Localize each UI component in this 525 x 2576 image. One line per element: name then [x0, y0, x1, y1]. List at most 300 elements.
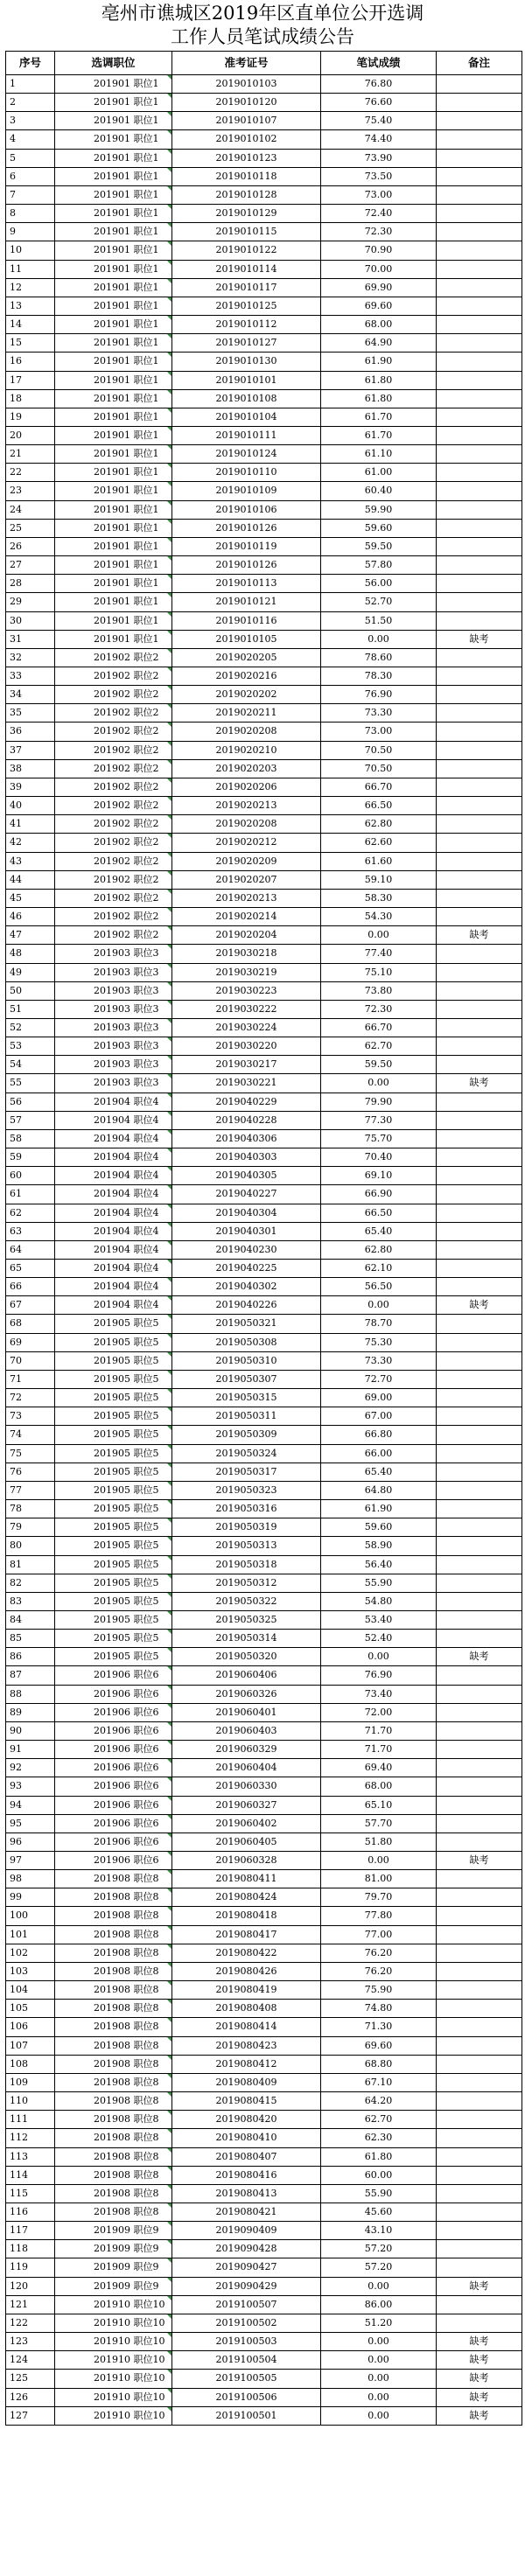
row-job [55, 667, 172, 686]
title-line-1: 亳州市谯城区2019年区直单位公开选调 [101, 3, 424, 24]
row-job-code: 201908 [94, 2132, 130, 2144]
row-note: 缺考 [437, 926, 522, 945]
row-job-code: 201902 [94, 911, 130, 923]
row-exam-number: 2019010126 [172, 556, 321, 575]
row-job-code: 201905 [94, 1595, 130, 1607]
row-exam-number: 2019050319 [172, 1518, 321, 1537]
row-job-title: 职位1 [133, 281, 159, 293]
row-score: 51.50 [321, 611, 437, 630]
row-job-code: 201905 [94, 1613, 130, 1625]
row-exam-number: 2019010115 [172, 223, 321, 241]
row-job-title: 职位4 [133, 1299, 159, 1311]
row-job [55, 723, 172, 741]
row-index: 126 [6, 2388, 55, 2406]
row-note [437, 1666, 522, 1685]
row-job-code: 201904 [94, 1206, 130, 1218]
row-note [437, 1037, 522, 1056]
row-job [55, 834, 172, 852]
row-job-code: 201902 [94, 743, 130, 756]
row-job-title: 职位6 [133, 1798, 159, 1811]
row-job-code: 201908 [94, 1891, 130, 1903]
row-score: 78.60 [321, 648, 437, 667]
row-note [437, 1759, 522, 1777]
row-job-title: 职位5 [133, 1465, 159, 1477]
row-exam-number: 2019010107 [172, 112, 321, 130]
table-row [6, 667, 522, 686]
row-index: 112 [6, 2129, 55, 2147]
row-job-title: 职位8 [133, 2002, 159, 2014]
row-note [437, 1962, 522, 1980]
row-job-title: 职位9 [133, 2261, 159, 2273]
row-index: 12 [6, 278, 55, 297]
row-job-code: 201903 [94, 947, 130, 960]
table-row [6, 2000, 522, 2018]
row-exam-number: 2019020214 [172, 908, 321, 926]
row-score: 70.00 [321, 260, 437, 278]
table-row [6, 94, 522, 112]
row-exam-number: 2019020208 [172, 723, 321, 741]
row-note [437, 852, 522, 870]
row-note [437, 2036, 522, 2055]
row-job [55, 1333, 172, 1351]
row-job [55, 2240, 172, 2258]
row-score: 72.30 [321, 1000, 437, 1018]
row-note [437, 1888, 522, 1907]
row-score: 73.40 [321, 1685, 437, 1703]
row-job-code: 201901 [94, 448, 130, 460]
row-exam-number: 2019040226 [172, 1296, 321, 1315]
row-job [55, 1944, 172, 1962]
row-job-code: 201906 [94, 1687, 130, 1700]
row-index: 5 [6, 149, 55, 167]
row-job-title: 职位1 [133, 337, 159, 349]
row-job [55, 1204, 172, 1222]
row-job-code: 201901 [94, 392, 130, 404]
row-exam-number: 2019080424 [172, 1888, 321, 1907]
row-score: 66.70 [321, 778, 437, 796]
row-exam-number: 2019040227 [172, 1185, 321, 1204]
row-job-code: 201906 [94, 1706, 130, 1718]
row-index: 42 [6, 834, 55, 852]
row-index: 67 [6, 1296, 55, 1315]
row-job [55, 1240, 172, 1259]
row-score: 72.00 [321, 1703, 437, 1721]
row-index: 121 [6, 2295, 55, 2314]
row-exam-number: 2019080413 [172, 2184, 321, 2203]
row-exam-number: 2019010113 [172, 575, 321, 593]
row-job-code: 201908 [94, 2095, 130, 2107]
row-job-title: 职位1 [133, 355, 159, 367]
row-score: 69.10 [321, 1167, 437, 1185]
row-note [437, 1407, 522, 1426]
row-score: 0.00 [321, 1296, 437, 1315]
row-index: 73 [6, 1407, 55, 1426]
row-job [55, 1648, 172, 1666]
row-job [55, 167, 172, 185]
row-note [437, 2222, 522, 2240]
row-job-title: 职位2 [133, 799, 159, 812]
table-row [6, 2314, 522, 2332]
row-index: 62 [6, 1204, 55, 1222]
row-job-title: 职位10 [133, 2298, 165, 2310]
row-score: 74.80 [321, 2000, 437, 2018]
row-exam-number: 2019090409 [172, 2222, 321, 2240]
row-job-title: 职位5 [133, 1558, 159, 1570]
row-exam-number: 2019030217 [172, 1056, 321, 1074]
row-score: 60.00 [321, 2166, 437, 2184]
row-job-code: 201902 [94, 799, 130, 812]
row-index: 68 [6, 1315, 55, 1333]
row-score: 69.90 [321, 278, 437, 297]
row-job-title: 职位8 [133, 2168, 159, 2181]
table-row [6, 500, 522, 519]
row-note [437, 2184, 522, 2203]
row-score: 86.00 [321, 2295, 437, 2314]
row-score: 62.70 [321, 2111, 437, 2129]
table-row [6, 1981, 522, 2000]
row-job [55, 1018, 172, 1037]
row-note: 缺考 [437, 2351, 522, 2370]
row-job-code: 201905 [94, 1428, 130, 1441]
row-note [437, 1426, 522, 1444]
row-note [437, 1148, 522, 1167]
row-score: 0.00 [321, 2277, 437, 2295]
row-index: 90 [6, 1721, 55, 1740]
row-note [437, 1389, 522, 1407]
row-index: 25 [6, 519, 55, 537]
row-index: 120 [6, 2277, 55, 2295]
row-job-title: 职位5 [133, 1372, 159, 1385]
row-score: 75.40 [321, 112, 437, 130]
row-note: 缺考 [437, 1296, 522, 1315]
row-index: 57 [6, 1111, 55, 1129]
row-job-title: 职位2 [133, 891, 159, 904]
row-job-code: 201905 [94, 1354, 130, 1366]
row-index: 105 [6, 2000, 55, 2018]
row-job-title: 职位4 [133, 1095, 159, 1107]
row-index: 81 [6, 1555, 55, 1574]
row-note: 缺考 [437, 2333, 522, 2351]
row-job [55, 1129, 172, 1148]
row-job [55, 1093, 172, 1111]
table-row [6, 908, 522, 926]
row-score: 54.30 [321, 908, 437, 926]
row-job-code: 201901 [94, 337, 130, 349]
row-note [437, 241, 522, 260]
row-score: 45.60 [321, 2203, 437, 2221]
row-index: 122 [6, 2314, 55, 2332]
row-note [437, 445, 522, 464]
row-job-code: 201906 [94, 1669, 130, 1681]
row-job-title: 职位8 [133, 1984, 159, 1996]
row-exam-number: 2019020203 [172, 759, 321, 778]
row-index: 3 [6, 112, 55, 130]
row-score: 75.10 [321, 963, 437, 981]
table-row [6, 185, 522, 204]
row-note [437, 1111, 522, 1129]
row-score: 69.60 [321, 2036, 437, 2055]
row-score: 69.00 [321, 1389, 437, 1407]
row-exam-number: 2019050314 [172, 1630, 321, 1648]
table-row [6, 1278, 522, 1296]
table-row [6, 1426, 522, 1444]
row-job-code: 201903 [94, 984, 130, 996]
row-job-code: 201901 [94, 540, 130, 552]
table-row [6, 2258, 522, 2277]
row-exam-number: 2019050320 [172, 1648, 321, 1666]
row-index: 49 [6, 963, 55, 981]
row-job-code: 201906 [94, 1798, 130, 1811]
row-score: 61.90 [321, 353, 437, 371]
row-index: 104 [6, 1981, 55, 2000]
row-note [437, 1185, 522, 1204]
row-note: 缺考 [437, 2277, 522, 2295]
row-job-title: 职位4 [133, 1151, 159, 1163]
row-job-code: 201901 [94, 188, 130, 200]
row-score: 66.70 [321, 1018, 437, 1037]
row-job-code: 201910 [94, 2335, 130, 2348]
row-exam-number: 2019060402 [172, 1814, 321, 1833]
row-exam-number: 2019030220 [172, 1037, 321, 1056]
table-row [6, 1925, 522, 1944]
row-job-title: 职位3 [133, 1002, 159, 1015]
table-row [6, 2147, 522, 2166]
row-job-title: 职位2 [133, 707, 159, 719]
row-job [55, 1407, 172, 1426]
row-job [55, 1852, 172, 1870]
row-note [437, 1278, 522, 1296]
row-job [55, 130, 172, 149]
row-job-title: 职位10 [133, 2335, 165, 2348]
row-job-code: 201904 [94, 1243, 130, 1255]
row-score: 61.80 [321, 2147, 437, 2166]
row-job [55, 870, 172, 889]
row-note [437, 686, 522, 704]
row-index: 46 [6, 908, 55, 926]
row-index: 92 [6, 1759, 55, 1777]
row-note [437, 1056, 522, 1074]
row-index: 7 [6, 185, 55, 204]
row-job [55, 630, 172, 648]
row-exam-number: 2019090427 [172, 2258, 321, 2277]
row-job-code: 201906 [94, 1835, 130, 1847]
row-exam-number: 2019050308 [172, 1333, 321, 1351]
row-exam-number: 2019020210 [172, 741, 321, 759]
table-row [6, 945, 522, 963]
row-index: 1 [6, 75, 55, 94]
row-job-code: 201901 [94, 151, 130, 164]
row-job [55, 1518, 172, 1537]
row-index: 2 [6, 94, 55, 112]
row-job [55, 1814, 172, 1833]
row-index: 94 [6, 1796, 55, 1814]
row-job-code: 201908 [94, 2187, 130, 2199]
row-exam-number: 2019060405 [172, 1833, 321, 1851]
row-score: 56.40 [321, 1555, 437, 1574]
table-row [6, 1222, 522, 1240]
row-job-code: 201901 [94, 559, 130, 571]
row-score: 51.20 [321, 2314, 437, 2332]
row-job-title: 职位8 [133, 2205, 159, 2217]
row-score: 77.80 [321, 1907, 437, 1925]
row-job-title: 职位5 [133, 1503, 159, 1515]
row-index: 30 [6, 611, 55, 630]
table-row [6, 1185, 522, 1204]
row-note [437, 1870, 522, 1888]
row-job-title: 职位1 [133, 503, 159, 515]
row-job [55, 537, 172, 555]
table-row [6, 759, 522, 778]
row-score: 76.20 [321, 1944, 437, 1962]
row-job-title: 职位8 [133, 2039, 159, 2051]
row-job [55, 445, 172, 464]
row-score: 43.10 [321, 2222, 437, 2240]
row-index: 103 [6, 1962, 55, 1980]
row-score: 72.70 [321, 1370, 437, 1388]
row-exam-number: 2019090428 [172, 2240, 321, 2258]
row-note [437, 556, 522, 575]
row-exam-number: 2019050317 [172, 1463, 321, 1481]
row-job-code: 201908 [94, 2039, 130, 2051]
row-job-title: 职位3 [133, 1040, 159, 1052]
row-score: 70.40 [321, 1148, 437, 1167]
page-title [0, 0, 525, 51]
row-exam-number: 2019040230 [172, 1240, 321, 1259]
table-row [6, 926, 522, 945]
row-job [55, 908, 172, 926]
row-index: 9 [6, 223, 55, 241]
row-note [437, 2240, 522, 2258]
table-row [6, 1741, 522, 1759]
row-job-code: 201906 [94, 1817, 130, 1829]
row-job-title: 职位2 [133, 762, 159, 774]
row-exam-number: 2019030218 [172, 945, 321, 963]
row-job [55, 464, 172, 482]
table-row [6, 1962, 522, 1980]
row-job [55, 2018, 172, 2036]
row-job [55, 1056, 172, 1074]
row-job-code: 201901 [94, 244, 130, 256]
row-exam-number: 2019010106 [172, 500, 321, 519]
row-job-title: 职位5 [133, 1613, 159, 1625]
row-job [55, 778, 172, 796]
row-score: 73.30 [321, 1351, 437, 1370]
row-index: 117 [6, 2222, 55, 2240]
row-note [437, 1129, 522, 1148]
row-note [437, 426, 522, 444]
row-job [55, 1610, 172, 1629]
row-job [55, 260, 172, 278]
row-exam-number: 2019050312 [172, 1574, 321, 1592]
row-note [437, 1481, 522, 1499]
row-score: 70.90 [321, 241, 437, 260]
row-job-code: 201901 [94, 485, 130, 497]
table-row [6, 1444, 522, 1463]
row-score: 77.00 [321, 1925, 437, 1944]
row-index: 35 [6, 704, 55, 723]
row-index: 21 [6, 445, 55, 464]
row-job [55, 1555, 172, 1574]
row-job [55, 889, 172, 907]
row-note [437, 185, 522, 204]
row-job [55, 2055, 172, 2073]
row-exam-number: 2019020202 [172, 686, 321, 704]
row-score: 0.00 [321, 1648, 437, 1666]
row-note [437, 297, 522, 315]
row-note [437, 1351, 522, 1370]
row-index: 40 [6, 797, 55, 815]
row-note [437, 167, 522, 185]
row-note: 缺考 [437, 1852, 522, 1870]
row-job-title: 职位1 [133, 170, 159, 182]
row-index: 8 [6, 205, 55, 223]
row-job [55, 1703, 172, 1721]
row-exam-number: 2019050321 [172, 1315, 321, 1333]
row-index: 22 [6, 464, 55, 482]
table-row [6, 1537, 522, 1555]
row-exam-number: 2019020207 [172, 870, 321, 889]
row-index: 88 [6, 1685, 55, 1703]
row-exam-number: 2019020211 [172, 704, 321, 723]
row-job-code: 201901 [94, 226, 130, 238]
table-row [6, 1870, 522, 1888]
table-row [6, 1370, 522, 1388]
table-row [6, 1037, 522, 1056]
row-score: 62.60 [321, 834, 437, 852]
table-row [6, 2333, 522, 2351]
row-note [437, 537, 522, 555]
row-job-title: 职位1 [133, 485, 159, 497]
row-job [55, 1592, 172, 1610]
row-score: 57.20 [321, 2258, 437, 2277]
row-exam-number: 2019040228 [172, 1111, 321, 1129]
row-job [55, 334, 172, 353]
row-index: 93 [6, 1777, 55, 1796]
row-job-code: 201904 [94, 1188, 130, 1200]
row-job-title: 职位2 [133, 725, 159, 737]
row-exam-number: 2019080419 [172, 1981, 321, 2000]
row-job [55, 316, 172, 334]
row-note [437, 2018, 522, 2036]
row-job-title: 职位2 [133, 688, 159, 701]
table-row [6, 1000, 522, 1018]
row-job-title: 职位10 [133, 2354, 165, 2366]
row-index: 58 [6, 1129, 55, 1148]
row-score: 59.50 [321, 537, 437, 555]
table-row [6, 1463, 522, 1481]
table-row [6, 963, 522, 981]
row-exam-number: 2019040302 [172, 1278, 321, 1296]
row-exam-number: 2019020216 [172, 667, 321, 686]
row-index: 31 [6, 630, 55, 648]
row-exam-number: 2019080426 [172, 1962, 321, 1980]
row-job-code: 201905 [94, 1465, 130, 1477]
row-note [437, 1333, 522, 1351]
row-exam-number: 2019010126 [172, 519, 321, 537]
row-job-title: 职位4 [133, 1132, 159, 1144]
row-note [437, 889, 522, 907]
row-job-title: 职位1 [133, 244, 159, 256]
row-note [437, 1000, 522, 1018]
row-index: 38 [6, 759, 55, 778]
row-job [55, 519, 172, 537]
row-note [437, 1315, 522, 1333]
row-note [437, 278, 522, 297]
row-job-title: 职位9 [133, 2224, 159, 2237]
row-index: 107 [6, 2036, 55, 2055]
row-note [437, 1204, 522, 1222]
row-exam-number: 2019010112 [172, 316, 321, 334]
